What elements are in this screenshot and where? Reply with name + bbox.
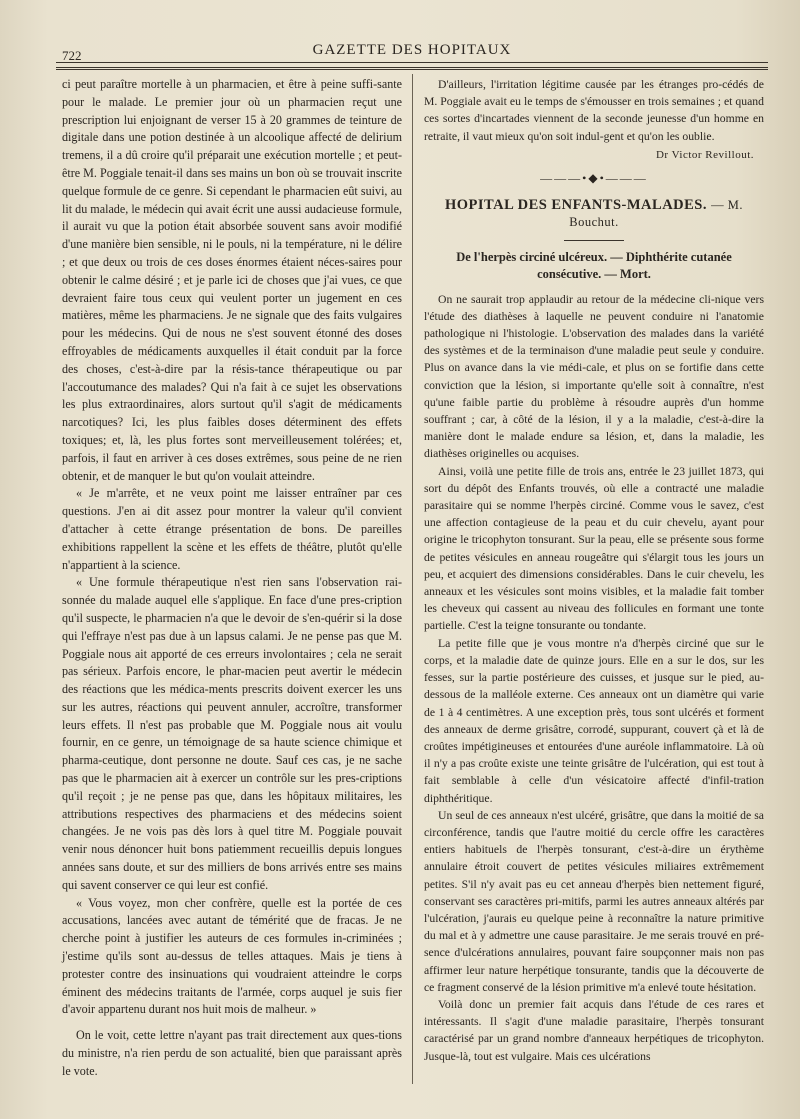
section-byline: — M. Bouchut. [569, 198, 743, 230]
spacer [62, 1019, 402, 1027]
section-title-text: HOPITAL DES ENFANTS-MALADES. [444, 197, 707, 214]
page-number: 722 [62, 48, 82, 63]
paragraph: La petite fille que je vous montre n'a d'herpès circiné que sur le corps, et la maladie date de quinze jours. Elle en a sur le dos, sur les fesses, sur la partie postérieure des cuisses, et jusque sur le pied, au-dessous de la malléole externe. Ces anneaux ont un diamètre qui varie de 1 à 4 centimètres. A une exception près, tous sont ulcérés et forment des anneaux de derme grisâtre, corrodé, suppurant, couvert çà et là de croûtes impétigineuses et entourées d'une auréole inflammatoire. Là où il n'y a pas croûte existe une teinte grisâtre de l'ulcération, qui est tout à fait semblable à celle d'un vésicatoire affecté d'infil-tration diphthéritique. [424, 636, 764, 805]
right-column [424, 76, 764, 1065]
column-divider [412, 74, 413, 1084]
paragraph: « Vous voyez, mon cher confrère, quelle est la portée de ces accusations, lancées avec autant de témérité que de fracas. Je ne cherche point à justifier les auteurs de ces formules in-criminées ; j'estime qu'ils sont au-dessus de telles attaques. Mais je tiens à protester contre des insinuations qui voudraient atteindre le corps éminent des médecins traitants de l'armée, corps auquel je suis fier d'avoir appartenu durant nos huit mois de malheur. » [62, 895, 402, 1017]
journal-title: GAZETTE DES HOPITAUX [312, 42, 512, 58]
author-signature: Dr Victor Revillout. [655, 148, 754, 161]
page-header [56, 40, 768, 63]
short-rule [564, 240, 624, 241]
header-rule [56, 67, 768, 70]
left-column [62, 76, 402, 1081]
paragraph: ci peut paraître mortelle à un pharmacien, et être à peine suffi-sante pour le malade. Le premier jour où un pharmacien reçut une prescription lui enjoignant de verser 15 à 20 grammes de teinture de digitale dans une potion destinée à un alcoolique affecté de delirium tremens, il a dû croire qu'il préparait une exécution mortelle ; et peut-être M. Poggiale tenait-il dans ses mains un bon où se trouvait inscrite quelque formule de ce genre. Si cependant le pharmacien eût suivi, au lit du malade, le médecin qui avait écrit une aussi audacieuse formule, il aurait vu que la potion était absorbée souvent sans avoir modifié d'une manière bien sensible, ni le pouls, ni la température, ni le délire ; et que deux ou trois de ces doses énormes étaient néces-saires pour obtenir le calme désiré ; et je parle ici de choses que j'ai vues, ce que devraient faire tous ceux qui veulent porter un jugement en ces matières, même les pharmaciens. Je ne signale que des faits vulgaires pour les médecins. Qui de nous ne s'est souvent étonné des doses effroyables de médicaments auxquelles il était conduit par la force des choses, c'est-à-dire par la résis-tance thérapeutique ou par l'accoutumance des malades? Qui n'a fait à ce sujet les observations les plus extraordinaires, alors surtout qu'il s'agit de médicaments narcotiques? Ici, les plus faibles doses déterminent des effets toxiques; et, là, les plus fortes sont merveilleusement tolérées; et, parfois, il faut en arriver à ces doses extrêmes, sous peine de ne rien obtenir, et de manquer le but qu'on voulait atteindre. [62, 77, 402, 483]
paragraph: Ainsi, voilà une petite fille de trois ans, entrée le 23 juillet 1873, qui sort du dépôt des Enfants trouvés, où elle a contracté une maladie parasitaire qui se nomme l'herpès circiné. Comme vous le savez, c'est une affection contagieuse de la peau et du cuir chevelu, ayant pour origine le tricophyton tonsurant. Sur la peau, elle se présente sous forme de petites vésicules en anneau rougeâtre qui s'élargit tous les jours un peu, et acquiert des dimensions considérables. Dans le cuir chevelu, les anneaux et les vésicules sont moins visibles, et la maladie fait tomber les cheveux qui cassent au niveau des follicules en formant une tonte partielle. C'est la teigne tonsurante ou tondante. [424, 464, 764, 633]
article-subtitle: De l'herpès circiné ulcéreux. — Diphthérite cutanée consécutive. — Mort. [456, 249, 732, 281]
section-title [424, 197, 764, 231]
paragraph: Un seul de ces anneaux n'est ulcéré, grisâtre, que dans la moitié de sa circonférence, tandis que l'autre moitié du cercle offre les caractères entiers habituels de l'herpès tonsurant, c'est-à-dire un érythème annulaire étroit couvert de petites vésicules miliaires extrêmement petites. S'il n'y avait pas eu cet anneau d'herpès bien nettement figuré, conservant ses caractères pri-mitifs, parmi les autres anneaux altérés par l'ulcération, j'aurais eu quelque peine à reconnaître la nature primitive du mal et à y admettre une cause parasitaire. Je me serais trouvé en pré-sence d'ulcérations annulaires, pouvant faire soupçonner mais non pas affirmer leur nature herpétique tonsurante, tandis que la découverte de ce fragment conservé de la lésion primitive m'a enlevé toute hésitation. [424, 808, 764, 994]
paragraph: « Je m'arrête, et ne veux point me laisser entraîner par ces questions. J'en ai dit assez pour montrer la valeur qu'il convient d'attacher à cette étrange présentation de bons. De pareilles exhibitions rappellent la scène et les effets de théâtre, plutôt qu'elle n'appartient à la science. [62, 486, 402, 572]
paragraph: On le voit, cette lettre n'ayant pas trait directement aux ques-tions du ministre, n'a rien perdu de son actualité, bien que paraissant après le vote. [62, 1028, 402, 1078]
paragraph: On ne saurait trop applaudir au retour de la médecine cli-nique vers l'étude des diathèses à laquelle ne peuvent conduire ni l'anatomie pathologique ni l'histologie. L'observation des malades dans la variété des systèmes et de la terminaison d'une maladie peut seule y conduire. Plus on avance dans la vie médi-cale, et plus on se fortifie dans cette conviction que la lésion, si importante qu'elle soit à connaître, n'est qu'une faible partie du problème à résoudre auprès d'un homme souffrant ; car, à côté de la lésion, il y a la maladie, c'est-à-dire la manière dont le malade endure sa lésion, et, dans la maladie, les diathèses originelles ou acquises. [424, 292, 764, 461]
ornament-divider: ———•◆•——— [540, 171, 648, 186]
paragraph: « Une formule thérapeutique n'est rien sans l'observation rai-sonnée du malade auquel elle s'applique. En face d'une pres-cription qu'il suspecte, le pharmacien n'a que le devoir de s'en-quérir si la dose qui l'effraye n'est pas due à un lapsus calami. Je ne pense pas que M. Poggiale nous ait apporté de ces erreurs involontaires ; cela ne serait pas sérieux. Parfois encore, le phar-macien peut avertir le médecin des réactions que les médica-ments prescrits doivent exercer les uns sur les autres, réactions qui peuvent annuler, accroître, transformer leurs effets. Il n'est pas probable que M. Poggiale nous ait voulu fournir, en ce genre, un témoignage de sa haute science chimique et pharma-ceutique, dont personne ne doute. Sauf ces cas, je ne sache pas que le pharmacien ait à exercer un contrôle sur les pres-criptions qu'il reçoit ; je ne pense pas que, dans les hôpitaux militaires, les attributions respectives des pharmaciens et des médecins soient changées. Je ne vois pas dès lors à quel titre M. Poggiale pouvait venir nous dénoncer huit bons patiemment recueillis depuis longues années sans doute, et sur des milliers de bons arrivés entre ses mains qui savent conserver ce qui leur est confié. [62, 575, 402, 892]
paragraph: D'ailleurs, l'irritation légitime causée par les étranges pro-cédés de M. Poggiale avait eu le temps de s'émousser en trois semaines ; et quand ces sortes d'incartades viennent de la seconde jeunesse d'un homme en retraite, il vaut mieux qu'on soit indul-gent et qu'on les oublie. [424, 78, 764, 143]
paragraph: Voilà donc un premier fait acquis dans l'étude de ces rares et intéressants. Il s'agit d'une maladie parasitaire, l'herpès tonsurant caractérisé par un grand nombre d'anneaux herpétiques de tricophyton. Jusque-là, tout est vulgaire. Mais ces ulcérations [424, 997, 764, 1063]
